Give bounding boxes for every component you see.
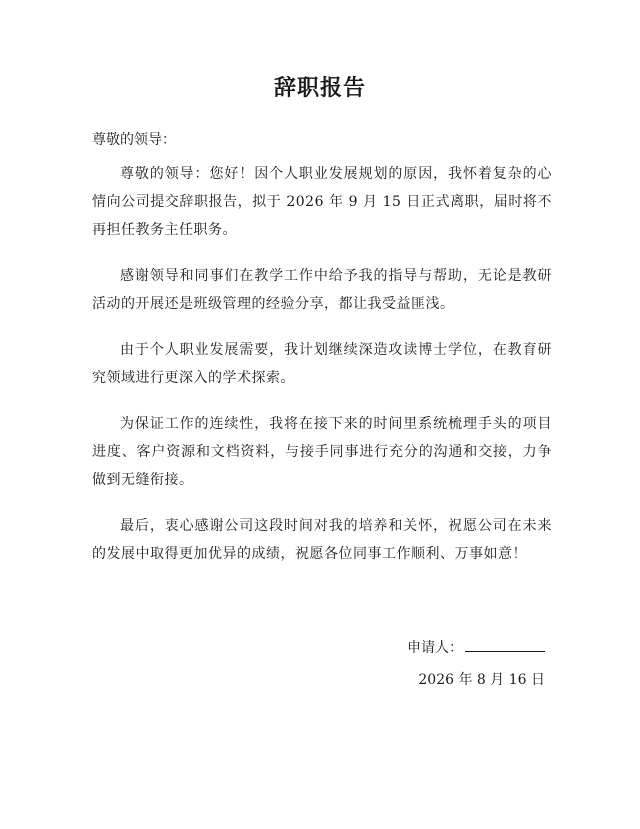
signature-blank-line xyxy=(465,637,545,652)
paragraph-3: 由于个人职业发展需要，我计划继续深造攻读博士学位，在教育研究领域进行更深入的学术探索。 xyxy=(92,342,552,386)
paragraph-4: 为保证工作的连续性，我将在接下来的时间里系统梳理手头的项目进度、客户资源和文档资料，与接手同事进行充分的沟通和交接，力争做到无缝衔接。 xyxy=(92,416,552,488)
letter-date: 2026 年 8 月 16 日 xyxy=(418,672,545,688)
letter-body xyxy=(92,160,552,586)
document-title: 辞职报告 xyxy=(273,76,366,101)
paragraph-2: 感谢领导和同事们在教学工作中给予我的指导与帮助，无论是教研活动的开展还是班级管理的经验分享，都让我受益匪浅。 xyxy=(92,268,552,312)
signature-block xyxy=(407,636,545,660)
salutation: 尊敬的领导： xyxy=(92,132,176,148)
signature-label: 申请人： xyxy=(407,640,463,656)
paragraph-1: 尊敬的领导：您好！因个人职业发展规划的原因，我怀着复杂的心情向公司提交辞职报告，拟于 2026 年 9 月 15 日正式离职，届时将不再担任教务主任职务。 xyxy=(92,166,552,238)
paragraph-5: 最后，衷心感谢公司这段时间对我的培养和关怀，祝愿公司在未来的发展中取得更加优异的成绩，祝愿各位同事工作顺利、万事如意！ xyxy=(92,518,552,562)
